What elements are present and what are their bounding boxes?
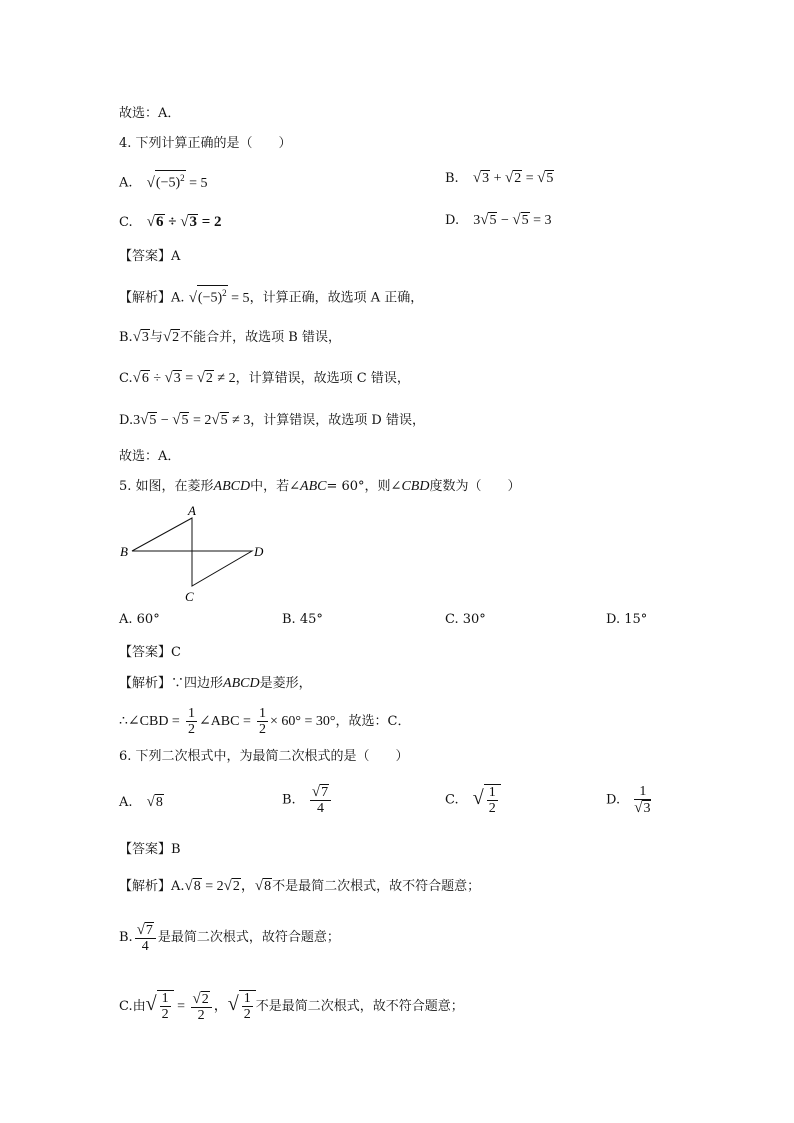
shape-name: ABCD (213, 479, 251, 494)
math-expression: √3 (132, 329, 149, 345)
shape-name: ABCD (223, 676, 260, 691)
q6-option-a (119, 794, 164, 811)
q5-option-c: C. 30° (445, 612, 486, 627)
option-label: D. (445, 213, 460, 228)
stem-text: = 60°，则∠ (326, 479, 402, 494)
q4-option-c (119, 212, 222, 233)
q5-stem (119, 477, 520, 497)
analysis-text: ∵四边形 (171, 676, 224, 691)
q4-analysis-c (119, 368, 410, 389)
fraction-one-half: $\frac{1}{2}$ (259, 706, 267, 737)
q4-option-b (445, 170, 554, 187)
q5-answer: 【答案】C (119, 645, 181, 660)
analysis-label: 【解析】 (119, 290, 172, 306)
q6-stem: 6. 下列二次根式中，为最简二次根式的是（ ） (119, 749, 409, 764)
q5-analysis-1 (119, 674, 312, 694)
option-label: C. (445, 792, 459, 808)
option-label: B. (282, 792, 296, 808)
analysis-text: 是最简二次根式，故符合题意； (157, 930, 340, 945)
q4-answer: 【答案】A (119, 249, 181, 264)
option-label: C. (119, 215, 133, 230)
q6-analysis-b (119, 920, 340, 956)
math-expression: 3√5 − √5 = 3 (473, 212, 552, 228)
stem-text: 5. 如图，在菱形 (119, 479, 214, 494)
q6-analysis-a (119, 876, 480, 897)
vertex-label-a: A (188, 503, 196, 518)
q5-option-a: A. 60° (119, 612, 160, 627)
q4-option-d (445, 212, 552, 229)
analysis-text: 不是最简二次根式，故不符合题意； (272, 879, 481, 894)
rhombus-outline (132, 518, 252, 586)
q6-analysis-c (119, 984, 464, 1027)
q4-conclusion: 故选：A． (119, 449, 181, 464)
analysis-text: 不是最简二次根式，故不符合题意； (255, 999, 464, 1014)
q6-option-d (606, 784, 653, 816)
stem-text: 中，若∠ (250, 479, 301, 494)
math-expression: $√(-5)^2 = 5$ (147, 176, 208, 191)
q5-option-d: D. 15° (606, 612, 648, 627)
q3-conclusion: 故选：A． (119, 106, 181, 121)
option-label: D. (606, 792, 621, 808)
math-expression: √ $\frac{1}{2}$ (473, 793, 501, 808)
option-label: A. (119, 175, 133, 191)
analysis-prefix: B. (119, 330, 133, 345)
fraction-one-over-root3: $\frac{1}{√3}$ (634, 784, 651, 816)
q6-option-c (445, 784, 501, 816)
angle-name: CBD (401, 479, 430, 494)
q4-option-a (119, 170, 208, 194)
vertex-label-b: B (120, 544, 128, 559)
math-expression: √ $\frac{1}{2}$ = $\frac{√2}{2}$ ，√ $\frac{1}{2}$ (146, 999, 256, 1014)
fraction-one-half: $\frac{1}{2}$ (187, 706, 195, 737)
q4-analysis-a: 【解析】A. $√(-5)^2 = 5$，计算正确，故选项 A 正确， (119, 285, 423, 309)
q4-analysis-d (119, 410, 425, 431)
analysis-prefix: B. (119, 930, 133, 945)
stem-text: 度数为（ ） (429, 479, 521, 494)
q5-analysis-2 (119, 705, 410, 739)
q6-option-b (282, 784, 333, 816)
math-expression: √3 + √2 = √5 (472, 170, 554, 186)
q4-stem: 4. 下列计算正确的是（ ） (119, 136, 292, 151)
analysis-prefix: D. (119, 413, 134, 428)
option-label: A. (119, 795, 133, 810)
analysis-prefix: C.由 (119, 999, 146, 1014)
analysis-text: ，计算正确，故选项 A 正确， (249, 290, 424, 306)
rhombus-diagram (115, 502, 275, 606)
math-expression: $√(-5)^2 = 5$ (189, 291, 250, 306)
analysis-label: 【解析】A. (119, 879, 185, 894)
math-expression: √6 ÷ √3 = √2 ≠ 2 (132, 370, 236, 386)
q4-analysis-b (119, 327, 341, 348)
fraction-root7-over-4: $\frac{√7}{4}$ (310, 784, 331, 816)
analysis-prefix: C. (119, 371, 133, 386)
option-label: B. (445, 171, 459, 186)
analysis-text: 不能合并，故选项 B 错误， (180, 330, 341, 345)
math-text: × 60° = 30° (270, 714, 336, 729)
q5-option-b: B. 45° (282, 612, 323, 627)
math-expression: 3√5 − √5 = 2√5 ≠ 3 (133, 412, 251, 428)
math-expression: √2 (162, 329, 180, 345)
vertex-label-c: C (185, 589, 194, 604)
analysis-text: ，计算错误，故选项 D 错误， (250, 413, 425, 428)
analysis-text: 是菱形， (259, 676, 312, 691)
analysis-text: ，故选：C． (335, 714, 411, 729)
analysis-text: 与 (149, 330, 163, 345)
math-expression: √8 (146, 794, 163, 810)
math-text: ∴∠CBD = (119, 714, 180, 729)
math-text: ∠ABC = (198, 714, 251, 729)
q6-answer: 【答案】B (119, 842, 181, 857)
vertex-label-d: D (254, 544, 264, 559)
fraction-root7-over-4: $\frac{√7}{4}$ (135, 922, 156, 954)
math-expression: √6 ÷ √3 = 2 (146, 214, 222, 230)
math-expression: √8 = 2√2，√8 (184, 878, 272, 894)
angle-name: ABC (300, 479, 327, 494)
analysis-label: 【解析】 (119, 676, 172, 691)
analysis-text: ，计算错误，故选项 C 错误， (235, 371, 410, 386)
